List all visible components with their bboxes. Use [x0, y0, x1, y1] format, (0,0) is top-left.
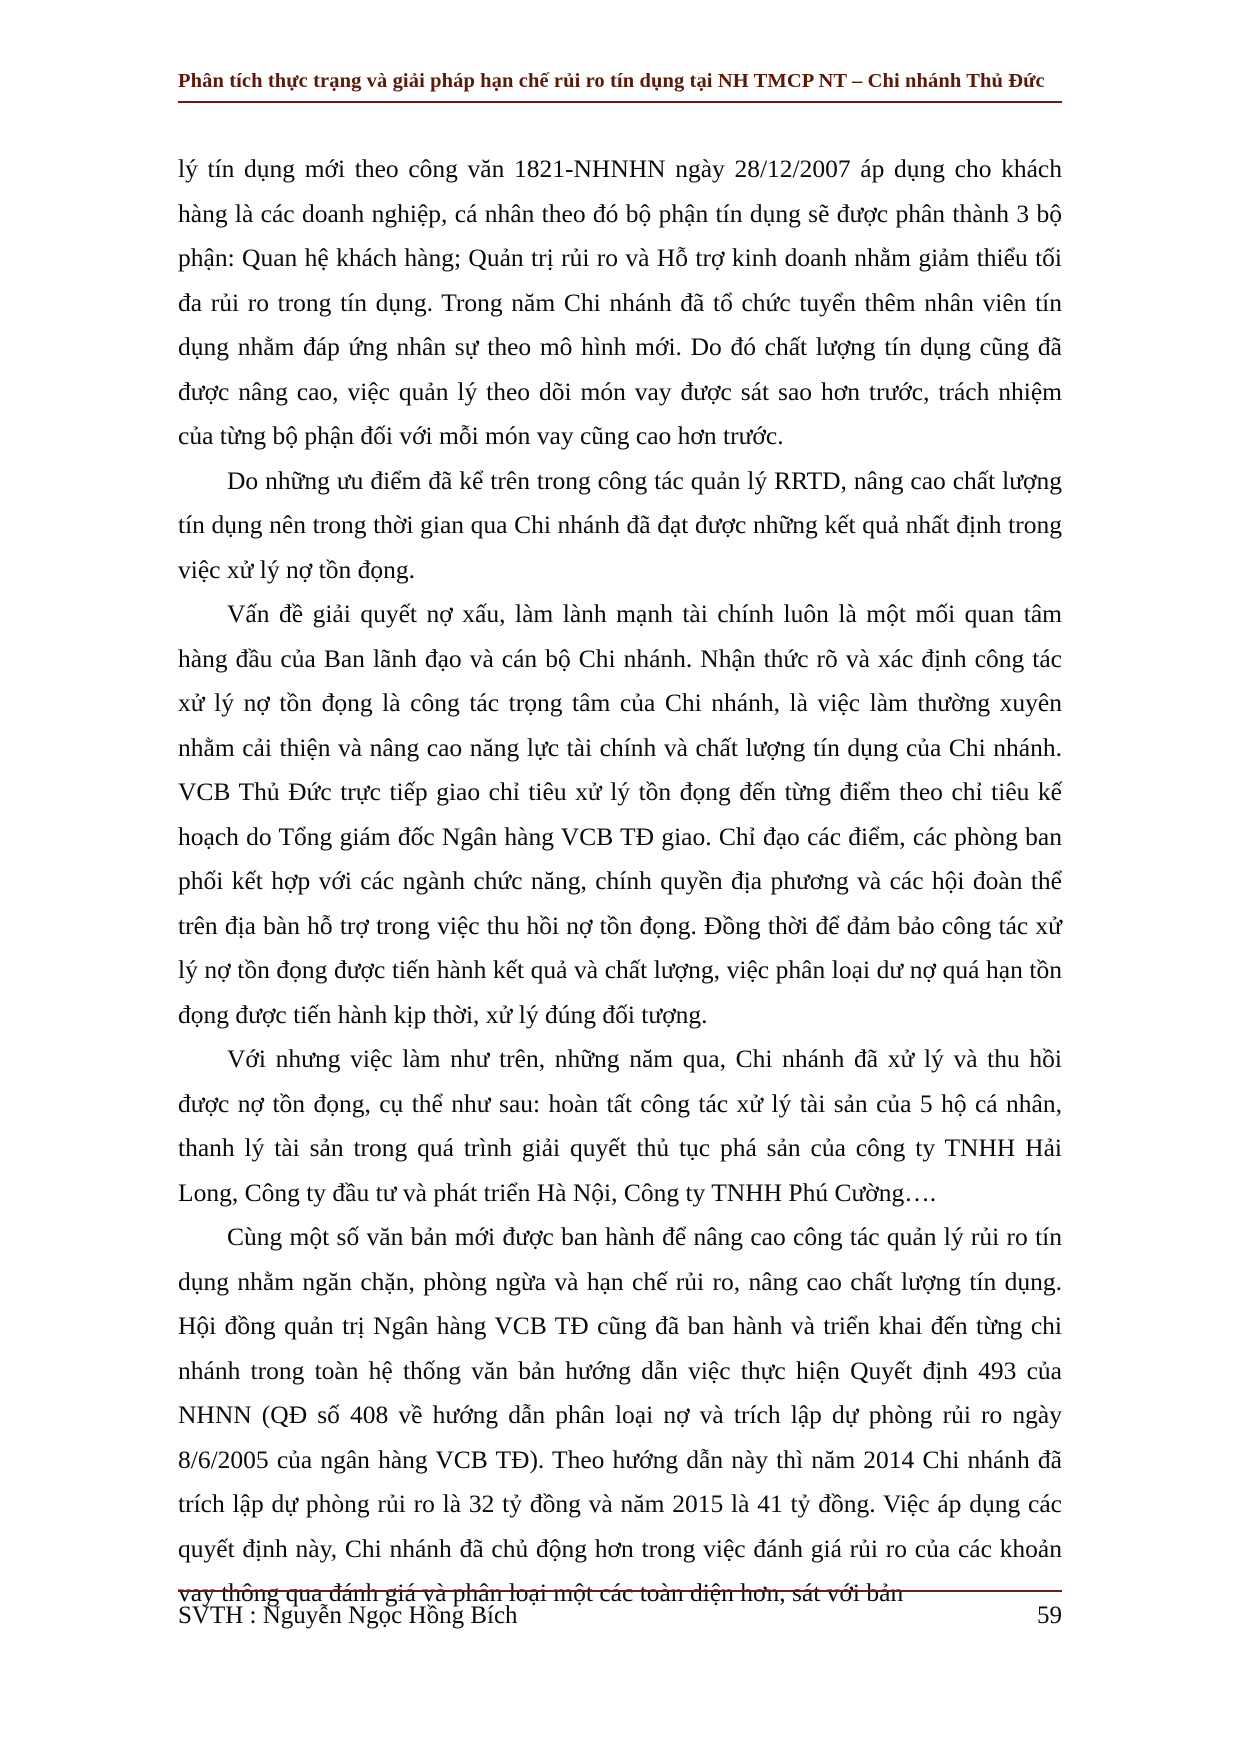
paragraph-4: Với nhưng việc làm như trên, những năm qua, Chi nhánh đã xử lý và thu hồi được nợ tồn đọng, cụ thể như sau: hoàn tất công tác xử lý tài sản của 5 hộ cá nhân, thanh lý tài sản trong quá trình giải quyết thủ tục phá sản của công ty TNHH Hải Long, Công ty đầu tư và phát triển Hà Nội, Công ty TNHH Phú Cường….	[178, 1044, 1062, 1207]
paragraph-3: Vấn đề giải quyết nợ xấu, làm lành mạnh tài chính luôn là một mối quan tâm hàng đầu của Ban lãnh đạo và cán bộ Chi nhánh. Nhận thức rõ và xác định công tác xử lý nợ tồn đọng là công tác trọng tâm của Chi nhánh, là việc làm thường xuyên nhằm cải thiện và nâng cao năng lực tài chính và chất lượng tín dụng của Chi nhánh. VCB Thủ Đức trực tiếp giao chỉ tiêu xử lý tồn đọng đến từng điểm theo chỉ tiêu kế hoạch do Tổng giám đốc Ngân hàng VCB TĐ giao. Chỉ đạo các điểm, các phòng ban phối kết hợp với các ngành chức năng, chính quyền địa phương và các hội đoàn thể trên địa bàn hỗ trợ trong việc thu hồi nợ tồn đọng. Đồng thời để đảm bảo công tác xử lý nợ tồn đọng được tiến hành kết quả và chất lượng, việc phân loại dư nợ quá hạn tồn đọng được tiến hành kịp thời, xử lý đúng đối tượng.	[178, 599, 1062, 1029]
page-number: 59	[1037, 1602, 1062, 1629]
running-header: Phân tích thực trạng và giải pháp hạn chế rủi ro tín dụng tại NH TMCP NT – Chi nhánh Thủ Đức	[178, 70, 1045, 92]
footer-row	[178, 1592, 1062, 1630]
header-divider	[178, 101, 1062, 103]
footer-author: SVTH : Nguyễn Ngọc Hồng Bích	[178, 1602, 518, 1629]
page-content	[178, 70, 1062, 1616]
page-footer	[178, 1590, 1062, 1630]
body-text	[178, 147, 1062, 1616]
paragraph-1: lý tín dụng mới theo công văn 1821-NHNHN ngày 28/12/2007 áp dụng cho khách hàng là các doanh nghiệp, cá nhân theo đó bộ phận tín dụng sẽ được phân thành 3 bộ phận: Quan hệ khách hàng; Quản trị rủi ro và Hỗ trợ kinh doanh nhằm giảm thiểu tối đa rủi ro trong tín dụng. Trong năm Chi nhánh đã tổ chức tuyển thêm nhân viên tín dụng nhằm đáp ứng nhân sự theo mô hình mới. Do đó chất lượng tín dụng cũng đã được nâng cao, việc quản lý theo dõi món vay được sát sao hơn trước, trách nhiệm của từng bộ phận đối với mỗi món vay cũng cao hơn trước.	[178, 154, 1062, 450]
paragraph-2: Do những ưu điểm đã kể trên trong công tác quản lý RRTD, nâng cao chất lượng tín dụng nên trong thời gian qua Chi nhánh đã đạt được những kết quả nhất định trong việc xử lý nợ tồn đọng.	[178, 465, 1062, 584]
paragraph-5: Cùng một số văn bản mới được ban hành để nâng cao công tác quản lý rủi ro tín dụng nhằm ngăn chặn, phòng ngừa và hạn chế rủi ro, nâng cao chất lượng tín dụng. Hội đồng quản trị Ngân hàng VCB TĐ cũng đã ban hành và triển khai đến từng chi nhánh trong toàn hệ thống văn bản hướng dẫn việc thực hiện Quyết định 493 của NHNN (QĐ số 408 về hướng dẫn phân loại nợ và trích lập dự phòng rủi ro ngày 8/6/2005 của ngân hàng VCB TĐ). Theo hướng dẫn này thì năm 2014 Chi nhánh đã trích lập dự phòng rủi ro là 32 tỷ đồng và năm 2015 là 41 tỷ đồng. Việc áp dụng các quyết định này, Chi nhánh đã chủ động hơn trong việc đánh giá rủi ro của các khoản vay thông qua đánh giá và phân loại một các toàn diện hơn, sát với bản	[178, 1222, 1062, 1607]
